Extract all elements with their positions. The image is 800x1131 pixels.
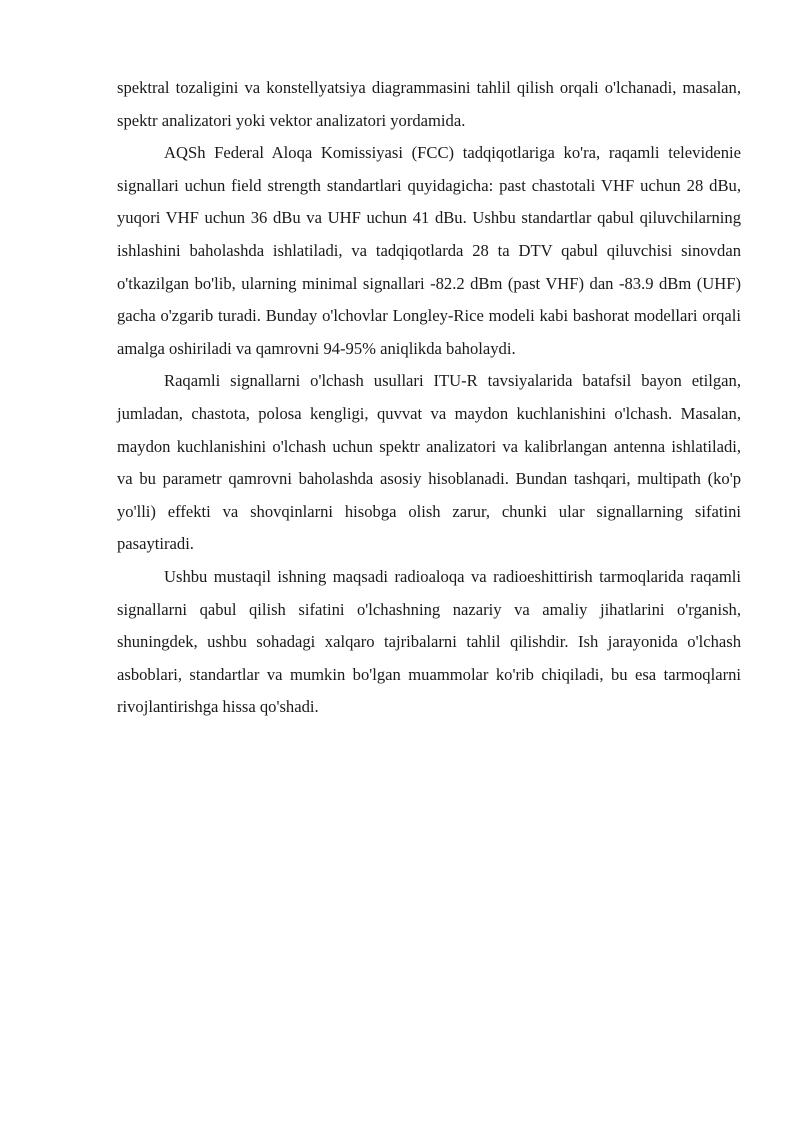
paragraph-fcc-standards: AQSh Federal Aloqa Komissiyasi (FCC) tadqiqotlariga ko'ra, raqamli televidenie signallari uchun field strength standartlari quyidagicha: past chastotali VHF uchun 28 dBu, yuqori VHF uchun 36 dBu va UHF uchun 41 dBu. Ushbu standartlar qabul qiluvchilarning ishlashini baholashda ishlatiladi, va tadqiqotlarda 28 ta DTV qabul qiluvchisi sinovdan o'tkazilgan bo'lib, ularning minimal signallari -82.2 dBm (past VHF) dan -83.9 dBm (UHF) gacha o'zgarib turadi. Bunday o'lchovlar Longley-Rice modeli kabi bashorat modellari orqali amalga oshiriladi va qamrovni 94-95% aniqlikda baholaydi. xyxy=(117,143,741,358)
paragraph-itu-r-methods: Raqamli signallarni o'lchash usullari ITU-R tavsiyalarida batafsil bayon etilgan, jumladan, chastota, polosa kengligi, quvvat va maydon kuchlanishini o'lchash. Masalan, maydon kuchlanishini o'lchash uchun spektr analizatori va kalibrlangan antenna ishlatiladi, va bu parametr qamrovni baholashda asosiy hisoblanadi. Bundan tashqari, multipath (ko'p yo'lli) effekti va shovqinlarni hisobga olish zarur, chunki ular signallarning sifatini pasaytiradi. xyxy=(117,371,741,554)
paragraph-continuation: spektral tozaligini va konstellyatsiya diagrammasini tahlil qilish orqali o'lchanadi, masalan, spektr analizatori yoki vektor analizatori yordamida. xyxy=(117,78,741,130)
document-body xyxy=(117,72,741,724)
paragraph-work-goal: Ushbu mustaqil ishning maqsadi radioaloqa va radioeshittirish tarmoqlarida raqamli signallarni qabul qilish sifatini o'lchashning nazariy va amaliy jihatlarini o'rganish, shuningdek, ushbu sohadagi xalqaro tajribalarni tahlil qilishdir. Ish jarayonida o'lchash asboblari, standartlar va mumkin bo'lgan muammolar ko'rib chiqiladi, bu esa tarmoqlarni rivojlantirishga hissa qo'shadi. xyxy=(117,566,741,717)
